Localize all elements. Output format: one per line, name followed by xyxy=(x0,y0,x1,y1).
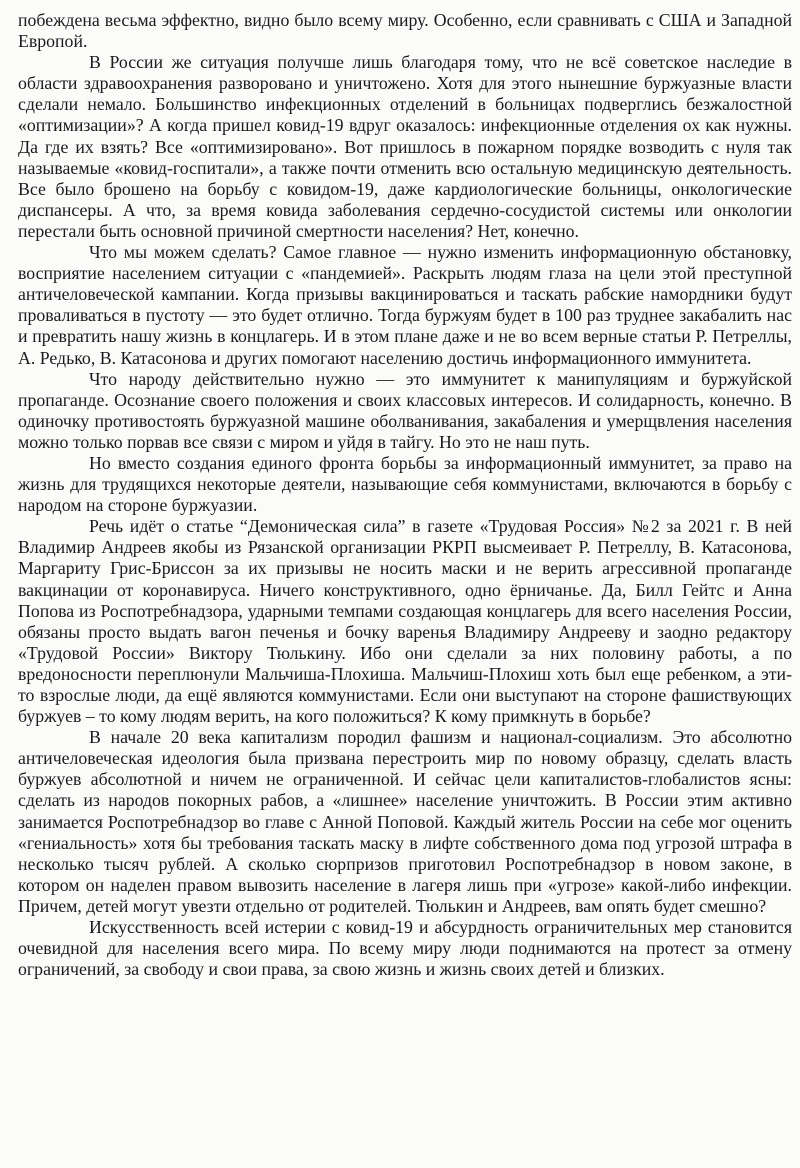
document-page xyxy=(18,10,792,980)
paragraph-2: В России же ситуация получше лишь благодаря тому, что не всё советское наследие в области здравоохранения разворовано и уничтожено. Хотя для этого нынешние буржуазные власти сделали немало. Большинство инфекционных отделений в больницах подверглись безжалостной «оптимизации»? А когда пришел ковид-19 вдруг оказалось: инфекционные отделения ох как нужны. Да где их взять? Все «оптимизировано». Вот пришлось в пожарном порядке возводить с нуля так называемые «ковид-госпитали», а также почти отменить всю остальную медицинскую деятельность. Все было брошено на борьбу с ковидом-19, даже кардиологические больницы, онкологические диспансеры. А что, за время ковида заболевания сердечно-сосудистой системы или онкологии перестали быть основной причиной смертности населения? Нет, конечно. xyxy=(18,52,792,241)
paragraph-6: Речь идёт о статье “Демоническая сила” в газете «Трудовая Россия» №2 за 2021 г. В ней Владимир Андреев якобы из Рязанской организации РКРП высмеивает Р. Петреллу, В. Катасонова, Маргариту Грис-Бриссон за их призывы не носить маски и не верить агрессивной пропаганде вакцинации от коронавируса. Ничего конструктивного, одно ёрничанье. Да, Билл Гейтс и Анна Попова из Роспотребнадзора, ударными темпами создающая концлагерь для всего населения России, обязаны просто выдать вагон печенья и бочку варенья Владимиру Андрееву и заодно редактору «Трудовой России» Виктору Тюлькину. Ибо они сделали за них половину работы, а по вредоносности переплюнули Мальчиша-Плохиша. Мальчиш-Плохиш хоть был еще ребенком, а эти-то взрослые люди, да ещё являются коммунистами. Если они выступают на стороне фашиствующих буржуев – то кому людям верить, на кого положиться? К кому примкнуть в борьбе? xyxy=(18,516,792,727)
paragraph-7: В начале 20 века капитализм породил фашизм и национал-социализм. Это абсолютно античеловеческая идеология была призвана перестроить мир по новому образцу, сделать власть буржуев абсолютной и ничем не ограниченной. И сейчас цели капиталистов-глобалистов ясны: сделать из народов покорных рабов, а «лишнее» население уничтожить. В России этим активно занимается Роспотребнадзор во главе с Анной Поповой. Каждый житель России на себе мог оценить «гениальность» хотя бы требования таскать маску в лифте собственного дома под угрозой штрафа в несколько тысяч рублей. А сколько сюрпризов приготовил Роспотребнадзор в новом законе, в котором он наделен правом вывозить население в лагеря лишь при «угрозе» какой-либо инфекции. Причем, детей могут увезти отдельно от родителей. Тюлькин и Андреев, вам опять будет смешно? xyxy=(18,727,792,916)
paragraph-3: Что мы можем сделать? Самое главное — нужно изменить информационную обстановку, восприятие населением ситуации с «пандемией». Раскрыть людям глаза на цели этой преступной античеловеческой кампании. Когда призывы вакцинироваться и таскать рабские намордники будут проваливаться в пустоту — это будет отлично. Тогда буржуям будет в 100 раз труднее закабалить нас и превратить нашу жизнь в концлагерь. И в этом плане даже и не во всем верные статьи Р. Петреллы, А. Редько, В. Катасонова и других помогают населению достичь информационного иммунитета. xyxy=(18,242,792,368)
paragraph-4: Что народу действительно нужно — это иммунитет к манипуляциям и буржуйской пропаганде. Осознание своего положения и своих классовых интересов. И солидарность, конечно. В одиночку противостоять буржуазной машине оболванивания, закабаления и умерщвления населения можно только порвав все связи с миром и уйдя в тайгу. Но это не наш путь. xyxy=(18,368,792,452)
paragraph-1: побеждена весьма эффектно, видно было всему миру. Особенно, если сравнивать с США и Западной Европой. xyxy=(18,10,792,52)
paragraph-8: Искусственность всей истерии с ковид-19 и абсурдность ограничительных мер становится очевидной для населения всего мира. По всему миру люди поднимаются на протест за отмену ограничений, за свободу и свои права, за свою жизнь и жизнь своих детей и близких. xyxy=(18,917,792,980)
paragraph-5: Но вместо создания единого фронта борьбы за информационный иммунитет, за право на жизнь для трудящихся некоторые деятели, называющие себя коммунистами, включаются в борьбу с народом на стороне буржуазии. xyxy=(18,452,792,516)
